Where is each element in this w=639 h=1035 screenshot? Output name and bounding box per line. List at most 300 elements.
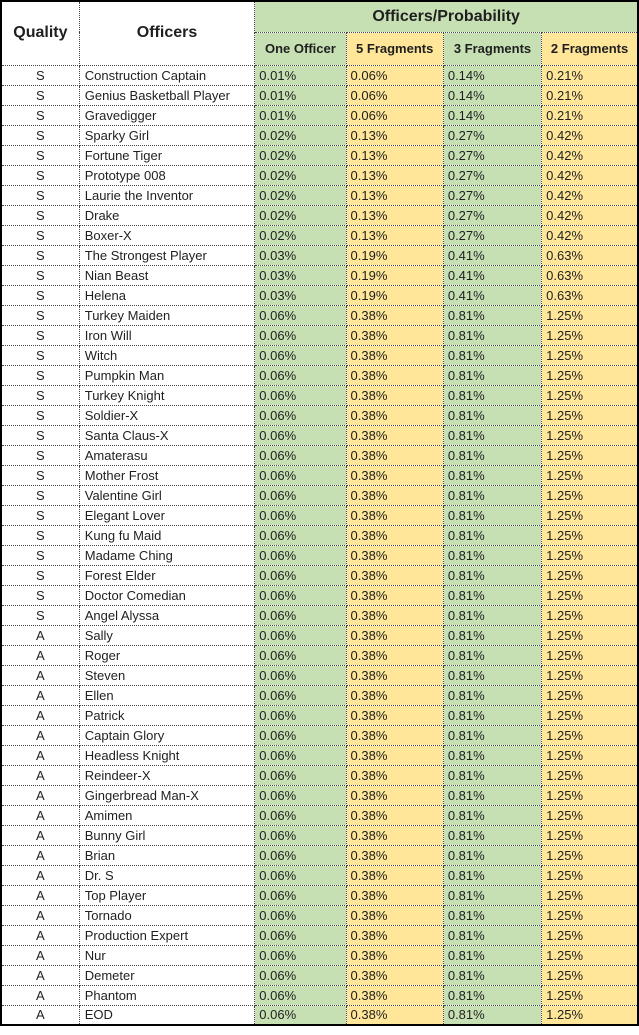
five-fragments-probability-cell: 0.38% [346,745,443,765]
officer-name-cell: Reindeer-X [79,765,255,785]
one-officer-probability-cell: 0.01% [255,65,346,85]
table-row [1,765,638,785]
table-row [1,485,638,505]
five-fragments-probability-cell: 0.38% [346,525,443,545]
officers-column-header: Officers [79,1,255,65]
three-fragments-probability-cell: 0.81% [443,805,541,825]
table-row [1,325,638,345]
one-officer-probability-cell: 0.06% [255,465,346,485]
quality-cell: S [1,65,79,85]
three-fragments-probability-cell: 0.81% [443,345,541,365]
one-officer-probability-cell: 0.02% [255,225,346,245]
two-fragments-probability-cell: 0.63% [542,245,638,265]
two-fragments-probability-cell: 1.25% [542,985,638,1005]
five-fragments-column-header: 5 Fragments [346,32,443,65]
one-officer-probability-cell: 0.06% [255,505,346,525]
table-row [1,225,638,245]
two-fragments-probability-cell: 1.25% [542,565,638,585]
officer-name-cell: Turkey Maiden [79,305,255,325]
one-officer-probability-cell: 0.06% [255,885,346,905]
three-fragments-probability-cell: 0.81% [443,905,541,925]
two-fragments-probability-cell: 1.25% [542,925,638,945]
officer-name-cell: Roger [79,645,255,665]
five-fragments-probability-cell: 0.38% [346,465,443,485]
three-fragments-probability-cell: 0.81% [443,865,541,885]
quality-cell: S [1,85,79,105]
officer-name-cell: Helena [79,285,255,305]
quality-cell: A [1,705,79,725]
two-fragments-column-header: 2 Fragments [542,32,638,65]
one-officer-probability-cell: 0.06% [255,905,346,925]
one-officer-probability-cell: 0.06% [255,345,346,365]
one-officer-probability-cell: 0.06% [255,665,346,685]
two-fragments-probability-cell: 1.25% [542,405,638,425]
three-fragments-probability-cell: 0.81% [443,485,541,505]
quality-cell: A [1,685,79,705]
two-fragments-probability-cell: 1.25% [542,645,638,665]
quality-cell: A [1,985,79,1005]
one-officer-probability-cell: 0.03% [255,245,346,265]
five-fragments-probability-cell: 0.19% [346,265,443,285]
table-row [1,465,638,485]
two-fragments-probability-cell: 1.25% [542,905,638,925]
table-row [1,825,638,845]
officer-name-cell: Nian Beast [79,265,255,285]
one-officer-probability-cell: 0.06% [255,845,346,865]
three-fragments-probability-cell: 0.81% [443,385,541,405]
table-row [1,845,638,865]
quality-cell: A [1,725,79,745]
three-fragments-probability-cell: 0.81% [443,625,541,645]
three-fragments-probability-cell: 0.41% [443,265,541,285]
quality-cell: S [1,165,79,185]
two-fragments-probability-cell: 1.25% [542,605,638,625]
quality-cell: S [1,405,79,425]
quality-cell: A [1,945,79,965]
five-fragments-probability-cell: 0.38% [346,505,443,525]
two-fragments-probability-cell: 1.25% [542,1005,638,1025]
one-officer-probability-cell: 0.06% [255,985,346,1005]
three-fragments-probability-cell: 0.14% [443,85,541,105]
five-fragments-probability-cell: 0.38% [346,665,443,685]
two-fragments-probability-cell: 1.25% [542,445,638,465]
three-fragments-probability-cell: 0.81% [443,465,541,485]
two-fragments-probability-cell: 1.25% [542,945,638,965]
table-row [1,1005,638,1025]
one-officer-probability-cell: 0.02% [255,165,346,185]
three-fragments-probability-cell: 0.81% [443,705,541,725]
three-fragments-probability-cell: 0.81% [443,1005,541,1025]
five-fragments-probability-cell: 0.38% [346,405,443,425]
quality-cell: A [1,905,79,925]
three-fragments-probability-cell: 0.81% [443,645,541,665]
officer-name-cell: Santa Claus-X [79,425,255,445]
quality-cell: A [1,785,79,805]
table-row [1,365,638,385]
one-officer-probability-cell: 0.06% [255,585,346,605]
three-fragments-probability-cell: 0.27% [443,145,541,165]
two-fragments-probability-cell: 0.21% [542,105,638,125]
two-fragments-probability-cell: 0.63% [542,285,638,305]
table-row [1,625,638,645]
officer-name-cell: Sparky Girl [79,125,255,145]
one-officer-probability-cell: 0.06% [255,945,346,965]
five-fragments-probability-cell: 0.38% [346,965,443,985]
one-officer-probability-cell: 0.06% [255,485,346,505]
five-fragments-probability-cell: 0.06% [346,85,443,105]
officer-name-cell: Soldier-X [79,405,255,425]
officer-name-cell: Gravedigger [79,105,255,125]
quality-cell: A [1,625,79,645]
one-officer-probability-cell: 0.06% [255,1005,346,1025]
table-row [1,425,638,445]
three-fragments-probability-cell: 0.41% [443,285,541,305]
two-fragments-probability-cell: 1.25% [542,525,638,545]
two-fragments-probability-cell: 1.25% [542,765,638,785]
one-officer-probability-cell: 0.06% [255,425,346,445]
five-fragments-probability-cell: 0.38% [346,625,443,645]
officer-name-cell: Bunny Girl [79,825,255,845]
officer-name-cell: Captain Glory [79,725,255,745]
two-fragments-probability-cell: 1.25% [542,465,638,485]
two-fragments-probability-cell: 0.42% [542,145,638,165]
two-fragments-probability-cell: 1.25% [542,545,638,565]
quality-cell: S [1,465,79,485]
five-fragments-probability-cell: 0.38% [346,565,443,585]
officer-name-cell: Angel Alyssa [79,605,255,625]
three-fragments-probability-cell: 0.81% [443,825,541,845]
one-officer-probability-cell: 0.03% [255,265,346,285]
two-fragments-probability-cell: 1.25% [542,505,638,525]
five-fragments-probability-cell: 0.38% [346,365,443,385]
one-officer-probability-cell: 0.06% [255,365,346,385]
three-fragments-probability-cell: 0.81% [443,745,541,765]
one-officer-probability-cell: 0.06% [255,305,346,325]
table-header [1,1,638,65]
three-fragments-probability-cell: 0.81% [443,525,541,545]
five-fragments-probability-cell: 0.38% [346,1005,443,1025]
five-fragments-probability-cell: 0.38% [346,865,443,885]
three-fragments-probability-cell: 0.27% [443,165,541,185]
officer-name-cell: Production Expert [79,925,255,945]
table-row [1,145,638,165]
table-row [1,705,638,725]
two-fragments-probability-cell: 1.25% [542,625,638,645]
three-fragments-probability-cell: 0.27% [443,125,541,145]
officer-name-cell: Amaterasu [79,445,255,465]
one-officer-probability-cell: 0.02% [255,125,346,145]
five-fragments-probability-cell: 0.38% [346,985,443,1005]
table-row [1,165,638,185]
three-fragments-probability-cell: 0.81% [443,305,541,325]
table-row [1,605,638,625]
three-fragments-probability-cell: 0.41% [443,245,541,265]
one-officer-probability-cell: 0.03% [255,285,346,305]
three-fragments-probability-cell: 0.81% [443,665,541,685]
table-row [1,985,638,1005]
quality-cell: A [1,1005,79,1025]
officer-name-cell: Drake [79,205,255,225]
five-fragments-probability-cell: 0.13% [346,225,443,245]
table-body [1,65,638,1025]
one-officer-probability-cell: 0.02% [255,205,346,225]
one-officer-probability-cell: 0.06% [255,745,346,765]
officer-name-cell: Brian [79,845,255,865]
three-fragments-probability-cell: 0.81% [443,585,541,605]
table-row [1,85,638,105]
two-fragments-probability-cell: 0.42% [542,185,638,205]
five-fragments-probability-cell: 0.38% [346,445,443,465]
three-fragments-probability-cell: 0.81% [443,445,541,465]
one-officer-probability-cell: 0.06% [255,965,346,985]
three-fragments-probability-cell: 0.27% [443,225,541,245]
two-fragments-probability-cell: 0.42% [542,125,638,145]
two-fragments-probability-cell: 1.25% [542,685,638,705]
table-row [1,745,638,765]
quality-cell: A [1,665,79,685]
quality-column-header: Quality [1,1,79,65]
two-fragments-probability-cell: 1.25% [542,345,638,365]
quality-cell: A [1,765,79,785]
quality-cell: S [1,545,79,565]
table-row [1,965,638,985]
five-fragments-probability-cell: 0.13% [346,205,443,225]
table-row [1,345,638,365]
two-fragments-probability-cell: 1.25% [542,385,638,405]
officer-name-cell: Phantom [79,985,255,1005]
five-fragments-probability-cell: 0.38% [346,425,443,445]
table-row [1,905,638,925]
two-fragments-probability-cell: 1.25% [542,705,638,725]
three-fragments-probability-cell: 0.81% [443,985,541,1005]
officer-name-cell: Mother Frost [79,465,255,485]
one-officer-probability-cell: 0.02% [255,185,346,205]
one-officer-probability-cell: 0.01% [255,105,346,125]
table-row [1,205,638,225]
quality-cell: A [1,645,79,665]
quality-cell: S [1,285,79,305]
officer-name-cell: Dr. S [79,865,255,885]
officer-name-cell: EOD [79,1005,255,1025]
one-officer-probability-cell: 0.06% [255,545,346,565]
quality-cell: S [1,505,79,525]
two-fragments-probability-cell: 1.25% [542,885,638,905]
officer-name-cell: Sally [79,625,255,645]
table-row [1,945,638,965]
quality-cell: S [1,585,79,605]
three-fragments-probability-cell: 0.81% [443,725,541,745]
one-officer-probability-cell: 0.06% [255,525,346,545]
three-fragments-probability-cell: 0.81% [443,365,541,385]
three-fragments-probability-cell: 0.81% [443,505,541,525]
one-officer-probability-cell: 0.06% [255,925,346,945]
officer-name-cell: Amimen [79,805,255,825]
table-row [1,405,638,425]
five-fragments-probability-cell: 0.38% [346,905,443,925]
table-row [1,645,638,665]
three-fragments-probability-cell: 0.81% [443,765,541,785]
three-fragments-probability-cell: 0.81% [443,785,541,805]
quality-cell: A [1,865,79,885]
five-fragments-probability-cell: 0.38% [346,305,443,325]
table-row [1,805,638,825]
five-fragments-probability-cell: 0.38% [346,585,443,605]
two-fragments-probability-cell: 1.25% [542,825,638,845]
officer-name-cell: Genius Basketball Player [79,85,255,105]
quality-cell: S [1,185,79,205]
table-row [1,565,638,585]
quality-cell: S [1,305,79,325]
five-fragments-probability-cell: 0.38% [346,485,443,505]
table-row [1,265,638,285]
officer-name-cell: Gingerbread Man-X [79,785,255,805]
quality-cell: S [1,605,79,625]
five-fragments-probability-cell: 0.38% [346,805,443,825]
five-fragments-probability-cell: 0.38% [346,385,443,405]
quality-cell: S [1,245,79,265]
two-fragments-probability-cell: 1.25% [542,745,638,765]
table-row [1,105,638,125]
table-row [1,185,638,205]
one-officer-probability-cell: 0.06% [255,785,346,805]
quality-cell: S [1,145,79,165]
officer-name-cell: Boxer-X [79,225,255,245]
one-officer-probability-cell: 0.02% [255,145,346,165]
three-fragments-column-header: 3 Fragments [443,32,541,65]
officer-name-cell: Patrick [79,705,255,725]
table-row [1,505,638,525]
officer-name-cell: Demeter [79,965,255,985]
one-officer-probability-cell: 0.06% [255,705,346,725]
one-officer-probability-cell: 0.06% [255,685,346,705]
two-fragments-probability-cell: 1.25% [542,485,638,505]
two-fragments-probability-cell: 1.25% [542,805,638,825]
five-fragments-probability-cell: 0.19% [346,245,443,265]
five-fragments-probability-cell: 0.13% [346,125,443,145]
officer-name-cell: Fortune Tiger [79,145,255,165]
two-fragments-probability-cell: 1.25% [542,865,638,885]
table-row [1,725,638,745]
officer-name-cell: Ellen [79,685,255,705]
one-officer-probability-cell: 0.06% [255,725,346,745]
three-fragments-probability-cell: 0.81% [443,925,541,945]
header-row-top [1,1,638,32]
table-row [1,865,638,885]
quality-cell: A [1,825,79,845]
two-fragments-probability-cell: 1.25% [542,305,638,325]
five-fragments-probability-cell: 0.38% [346,825,443,845]
three-fragments-probability-cell: 0.81% [443,325,541,345]
five-fragments-probability-cell: 0.13% [346,165,443,185]
officer-name-cell: Steven [79,665,255,685]
quality-cell: S [1,445,79,465]
one-officer-probability-cell: 0.06% [255,325,346,345]
five-fragments-probability-cell: 0.13% [346,145,443,165]
officer-name-cell: Top Player [79,885,255,905]
quality-cell: S [1,205,79,225]
one-officer-probability-cell: 0.06% [255,605,346,625]
five-fragments-probability-cell: 0.38% [346,845,443,865]
table-row [1,525,638,545]
two-fragments-probability-cell: 0.21% [542,65,638,85]
one-officer-column-header: One Officer [255,32,346,65]
table-row [1,285,638,305]
officer-name-cell: Laurie the Inventor [79,185,255,205]
officers-probability-group-header: Officers/Probability [255,1,638,32]
officer-name-cell: Headless Knight [79,745,255,765]
five-fragments-probability-cell: 0.38% [346,885,443,905]
table-row [1,685,638,705]
one-officer-probability-cell: 0.06% [255,445,346,465]
quality-cell: A [1,965,79,985]
table-row [1,665,638,685]
five-fragments-probability-cell: 0.38% [346,325,443,345]
officer-name-cell: Forest Elder [79,565,255,585]
five-fragments-probability-cell: 0.38% [346,705,443,725]
table-row [1,545,638,565]
five-fragments-probability-cell: 0.06% [346,65,443,85]
officer-name-cell: Kung fu Maid [79,525,255,545]
table-row [1,125,638,145]
table-row [1,785,638,805]
officer-name-cell: Prototype 008 [79,165,255,185]
two-fragments-probability-cell: 1.25% [542,965,638,985]
quality-cell: S [1,485,79,505]
table-row [1,445,638,465]
five-fragments-probability-cell: 0.38% [346,945,443,965]
two-fragments-probability-cell: 1.25% [542,365,638,385]
officer-name-cell: Witch [79,345,255,365]
two-fragments-probability-cell: 0.63% [542,265,638,285]
quality-cell: A [1,805,79,825]
officer-name-cell: Turkey Knight [79,385,255,405]
quality-cell: S [1,345,79,365]
table-row [1,585,638,605]
five-fragments-probability-cell: 0.38% [346,785,443,805]
two-fragments-probability-cell: 1.25% [542,725,638,745]
two-fragments-probability-cell: 0.21% [542,85,638,105]
five-fragments-probability-cell: 0.38% [346,725,443,745]
officer-name-cell: Madame Ching [79,545,255,565]
one-officer-probability-cell: 0.06% [255,825,346,845]
three-fragments-probability-cell: 0.81% [443,605,541,625]
five-fragments-probability-cell: 0.38% [346,345,443,365]
two-fragments-probability-cell: 1.25% [542,845,638,865]
three-fragments-probability-cell: 0.81% [443,885,541,905]
one-officer-probability-cell: 0.06% [255,625,346,645]
table-row [1,65,638,85]
officer-name-cell: Valentine Girl [79,485,255,505]
officer-name-cell: Nur [79,945,255,965]
officer-name-cell: Tornado [79,905,255,925]
two-fragments-probability-cell: 1.25% [542,585,638,605]
three-fragments-probability-cell: 0.14% [443,65,541,85]
three-fragments-probability-cell: 0.81% [443,425,541,445]
one-officer-probability-cell: 0.06% [255,405,346,425]
two-fragments-probability-cell: 0.42% [542,165,638,185]
three-fragments-probability-cell: 0.14% [443,105,541,125]
five-fragments-probability-cell: 0.38% [346,645,443,665]
two-fragments-probability-cell: 1.25% [542,425,638,445]
one-officer-probability-cell: 0.06% [255,805,346,825]
five-fragments-probability-cell: 0.06% [346,105,443,125]
quality-cell: S [1,525,79,545]
three-fragments-probability-cell: 0.81% [443,965,541,985]
quality-cell: S [1,325,79,345]
three-fragments-probability-cell: 0.81% [443,545,541,565]
quality-cell: A [1,845,79,865]
officer-name-cell: Doctor Comedian [79,585,255,605]
